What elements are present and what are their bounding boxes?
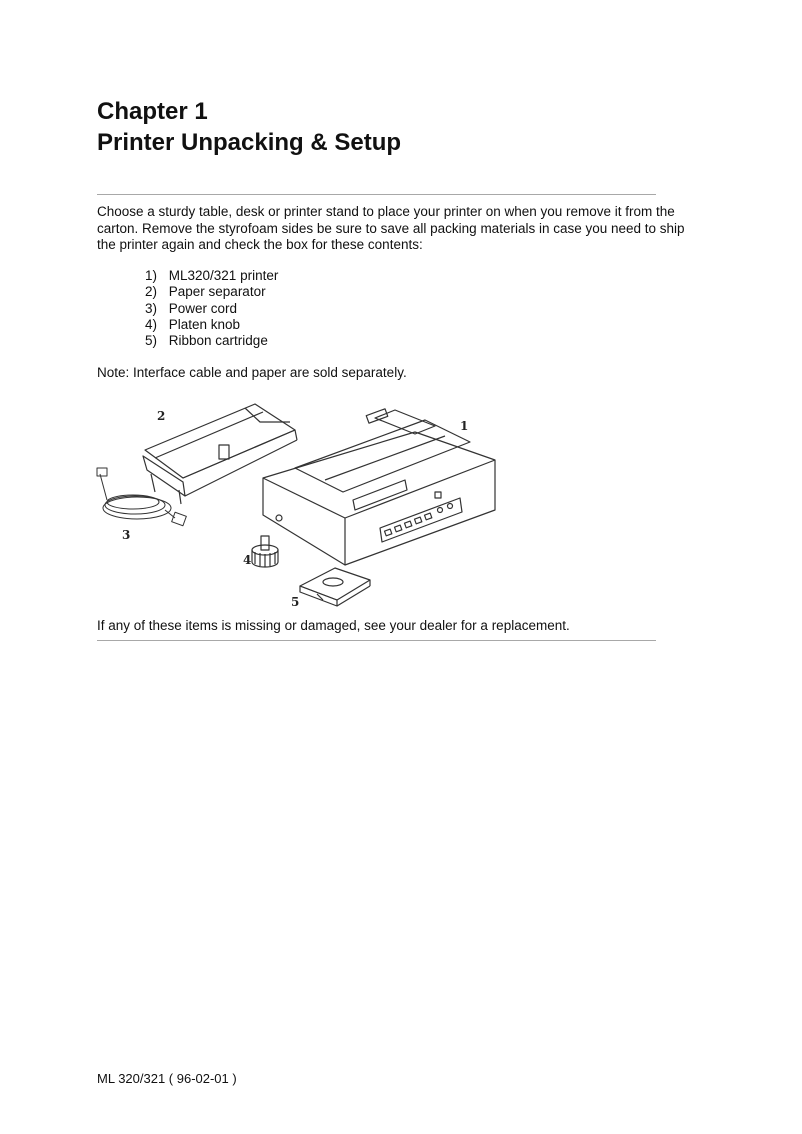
chapter-title: Printer Unpacking & Setup bbox=[97, 129, 402, 156]
item-label: Ribbon cartridge bbox=[168, 333, 268, 349]
list-item bbox=[145, 317, 278, 333]
page-footer: ML 320/321 ( 96-02-01 ) bbox=[97, 1071, 237, 1086]
figure-label-separator: 2 bbox=[157, 409, 166, 423]
figure-label-knob: 4 bbox=[243, 553, 252, 567]
item-label: Power cord bbox=[168, 300, 238, 316]
intro-paragraph: Choose a sturdy table, desk or printer stand to place your printer on when you remove it from the carton. Remove the styrofoam sides be sure to save all packing materials in case you need to ship the printer again and check the box for these contents: bbox=[97, 204, 685, 252]
item-number: 1) bbox=[145, 268, 158, 283]
item-label: ML320/321 printer bbox=[168, 268, 279, 283]
chapter-number: Chapter 1 bbox=[97, 98, 208, 125]
ribbon-cartridge-drawing bbox=[300, 568, 370, 606]
list-item bbox=[145, 301, 278, 317]
figure-label-ribbon: 5 bbox=[291, 595, 300, 609]
contents-list bbox=[145, 268, 278, 349]
paper-separator-drawing bbox=[143, 404, 297, 504]
bottom-divider bbox=[97, 640, 656, 641]
list-item bbox=[145, 284, 278, 300]
item-label: Platen knob bbox=[168, 316, 241, 332]
power-cord-drawing bbox=[97, 468, 186, 526]
top-divider bbox=[97, 194, 656, 195]
item-label: Paper separator bbox=[168, 284, 266, 300]
list-item bbox=[145, 268, 278, 284]
list-item bbox=[145, 333, 278, 349]
package-contents-illustration bbox=[95, 400, 505, 612]
figure-label-printer: 1 bbox=[460, 419, 469, 433]
platen-knob-drawing bbox=[252, 536, 278, 567]
figure-label-cord: 3 bbox=[122, 528, 131, 542]
item-number: 3) bbox=[145, 300, 158, 316]
item-number: 5) bbox=[145, 333, 158, 349]
note-text: Note: Interface cable and paper are sold separately. bbox=[97, 365, 407, 380]
item-number: 2) bbox=[145, 284, 158, 300]
closing-paragraph: If any of these items is missing or damaged, see your dealer for a replacement. bbox=[97, 618, 570, 633]
item-number: 4) bbox=[145, 316, 158, 332]
